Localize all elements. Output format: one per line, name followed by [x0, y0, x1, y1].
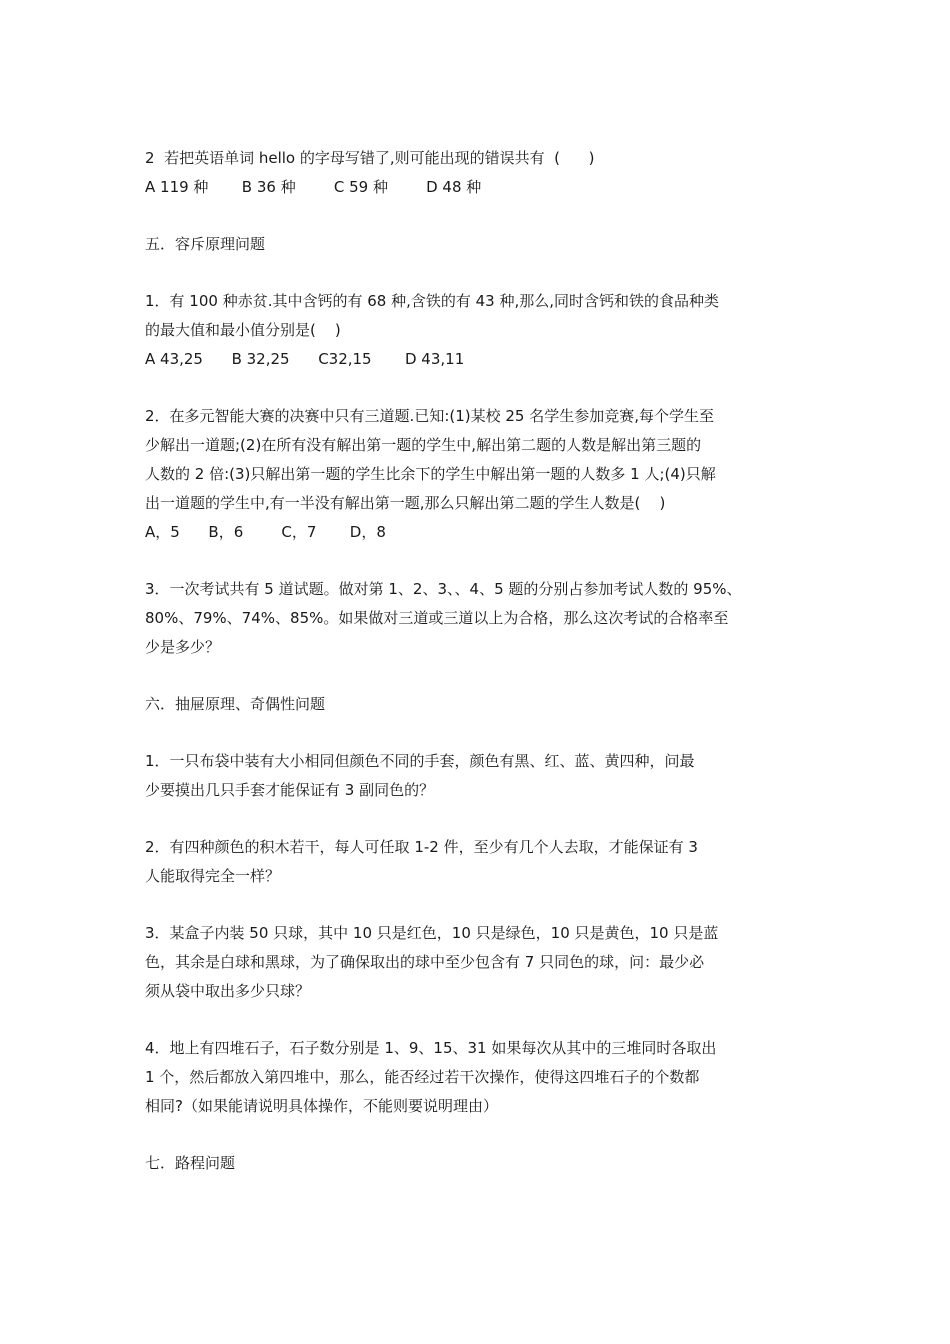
- s5-q2-line-1: 2．在多元智能大赛的决赛中只有三道题.已知:(1)某校 25 名学生参加竞赛,每个学生至: [145, 407, 715, 425]
- question-2-text: 2 若把英语单词 hello 的字母写错了,则可能出现的错误共有 ( ): [145, 149, 595, 167]
- s6-q4-line-3: 相同?（如果能请说明具体操作，不能则要说明理由）: [145, 1097, 498, 1115]
- s5-q2-line-2: 少解出一道题;(2)在所有没有解出第一题的学生中,解出第二题的人数是解出第三题的: [145, 436, 702, 454]
- s5-q2-line-4: 出一道题的学生中,有一半没有解出第一题,那么只解出第二题的学生人数是( ): [145, 494, 666, 512]
- s5-q1-options: A 43,25 B 32,25 C32,15 D 43,11: [145, 350, 465, 368]
- s6-q4-line-2: 1 个，然后都放入第四堆中，那么，能否经过若干次操作，使得这四堆石子的个数都: [145, 1068, 700, 1086]
- s6-q1-line-2: 少要摸出几只手套才能保证有 3 副同色的？: [145, 781, 435, 799]
- section-5-heading: 五．容斥原理问题: [145, 235, 266, 253]
- question-2-options: A 119 种 B 36 种 C 59 种 D 48 种: [145, 178, 482, 196]
- s6-q3-line-3: 须从袋中取出多少只球？: [145, 982, 311, 1000]
- section-6-heading: 六．抽屉原理、奇偶性问题: [145, 695, 326, 713]
- s6-q3-line-2: 色，其余是白球和黑球，为了确保取出的球中至少包含有 7 只同色的球，问：最少必: [145, 953, 705, 971]
- s6-q1-line-1: 1．一只布袋中装有大小相同但颜色不同的手套，颜色有黑、红、蓝、黄四种，问最: [145, 752, 695, 770]
- s6-q3-line-1: 3．某盒子内装 50 只球，其中 10 只是红色，10 只是绿色，10 只是黄色，10 只是蓝: [145, 924, 719, 942]
- s5-q2-options: A，5 B，6 C，7 D，8: [145, 523, 386, 541]
- s5-q3-line-1: 3．一次考试共有 5 道试题。做对第 1、2、3、、4、5 题的分别占参加考试人数的 95%、: [145, 580, 742, 598]
- s6-q2-line-1: 2．有四种颜色的积木若干，每人可任取 1-2 件，至少有几个人去取，才能保证有 3: [145, 838, 698, 856]
- s5-q2-line-3: 人数的 2 倍:(3)只解出第一题的学生比余下的学生中解出第一题的人数多 1 人;(4)只解: [145, 465, 716, 483]
- s5-q3-line-2: 80%、79%、74%、85%。如果做对三道或三道以上为合格，那么这次考试的合格率至: [145, 609, 729, 627]
- s6-q4-line-1: 4．地上有四堆石子，石子数分别是 1、9、15、31 如果每次从其中的三堆同时各取出: [145, 1039, 717, 1057]
- s6-q2-line-2: 人能取得完全一样？: [145, 867, 281, 885]
- s5-q1-line-2: 的最大值和最小值分别是( ): [145, 321, 341, 339]
- section-7-heading: 七．路程问题: [145, 1154, 236, 1172]
- s5-q1-line-1: 1．有 100 种赤贫.其中含钙的有 68 种,含铁的有 43 种,那么,同时含钙和铁的食品种类: [145, 292, 720, 310]
- s5-q3-line-3: 少是多少？: [145, 638, 221, 656]
